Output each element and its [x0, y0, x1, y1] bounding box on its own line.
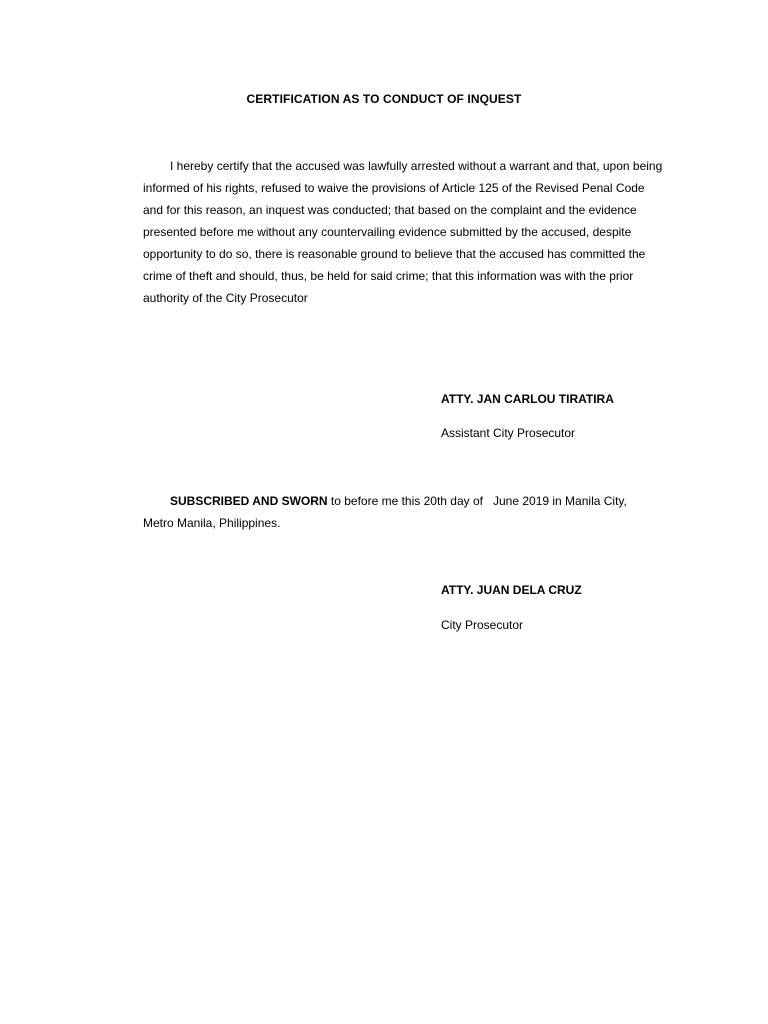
jurat-text-after-gap: June 2019 in Manila City, Metro Manila, Philippines. — [143, 494, 627, 530]
signatory-1-position: Assistant City Prosecutor — [441, 426, 576, 440]
signatory-1-name: ATTY. JAN CARLOU TIRATIRA — [441, 392, 614, 406]
document-title: CERTIFICATION AS TO CONDUCT OF INQUEST — [246, 92, 522, 106]
jurat-paragraph — [143, 490, 643, 534]
jurat-text-before-date: to before me this 20th day of — [327, 494, 483, 508]
signatory-2-name: ATTY. JUAN DELA CRUZ — [441, 583, 582, 597]
jurat-bold-lead: SUBSCRIBED AND SWORN — [170, 494, 328, 508]
signatory-2-position: City Prosecutor — [441, 618, 524, 632]
certification-paragraph: I hereby certify that the accused was lawfully arrested without a warrant and that, upon being informed of his rights, refused to waive the provisions of Article 125 of the Revised Penal Code and for this reason, an inquest was conducted; that based on the complaint and the evidence presented before me without any countervailing evidence submitted by the accused, despite opportunity to do so, there is reasonable ground to believe that the accused has committed the crime of theft and should, thus, be held for said crime; that this information was with the prior authority of the City Prosecutor — [143, 159, 663, 305]
